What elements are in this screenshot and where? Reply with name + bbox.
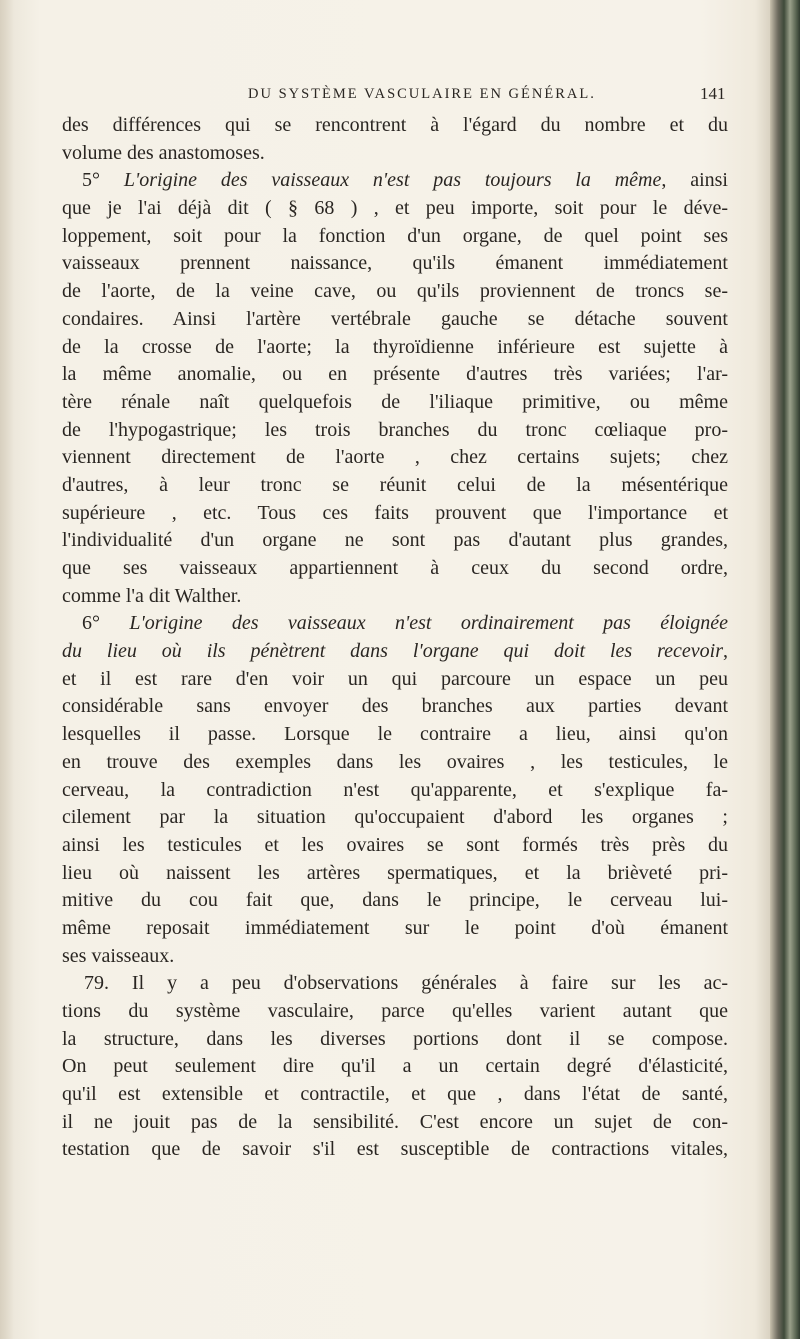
text-line: la même anomalie, ou en présente d'autres très variées; l'ar- [62, 363, 728, 386]
book-binding-edge [770, 0, 800, 1339]
text-line: considérable sans envoyer des branches aux parties devant [62, 695, 728, 718]
text-line: volume des anastomoses. [62, 141, 265, 164]
text-line: comme l'a dit Walther. [62, 584, 242, 607]
text-line [62, 610, 728, 638]
body-text [62, 112, 728, 1164]
section-number: 6° [82, 612, 130, 635]
text-line: lieu où naissent les artères spermatiques, et la brièveté pri- [62, 861, 728, 884]
section-number: 5° [82, 169, 124, 192]
text-line: loppement, soit pour la fonction d'un organe, de quel point ses [62, 224, 728, 247]
italic-heading: L'origine des vaisseaux n'est pas toujours la même [123, 169, 662, 192]
text-line: testation que de savoir s'il est susceptible de contractions vitales, [62, 1138, 728, 1161]
text-line: la structure, dans les diverses portions dont il se compose. [62, 1027, 728, 1050]
text-line: ainsi les testicules et les ovaires se sont formés très près du [62, 833, 728, 856]
text-line: condaires. Ainsi l'artère vertébrale gauche se détache souvent [62, 307, 728, 330]
text-line: même reposait immédiatement sur le point d'où émanent [62, 916, 728, 939]
text-line [62, 638, 728, 666]
text-line: que ses vaisseaux appartiennent à ceux du second ordre, [62, 557, 728, 579]
text-line: d'autres, à leur tronc se réunit celui de la mésentérique [62, 473, 728, 496]
running-head [0, 86, 740, 110]
text-line: ses vaisseaux. [62, 944, 175, 967]
text-line: tions du système vasculaire, parce qu'elles varient autant que [62, 1000, 728, 1022]
text-line: viennent directement de l'aorte , chez certains sujets; chez [62, 446, 728, 469]
text-line [62, 167, 728, 195]
running-title: DU SYSTÈME VASCULAIRE EN GÉNÉRAL. [248, 86, 596, 102]
text-line: cilement par la situation qu'occupaient d'abord les organes ; [62, 806, 728, 829]
text-line: On peut seulement dire qu'il a un certain degré d'élasticité, [62, 1055, 728, 1078]
text-line: que je l'ai déjà dit ( § 68 ) , et peu importe, soit pour le déve- [62, 197, 728, 220]
text-line: des différences qui se rencontrent à l'égard du nombre et du [62, 114, 728, 136]
text-line: de la crosse de l'aorte; la thyroïdienne inférieure est sujette à [62, 335, 728, 358]
text-line: l'individualité d'un organe ne sont pas d'autant plus grandes, [62, 529, 728, 552]
text-line: de l'hypogastrique; les trois branches du tronc cœliaque pro- [62, 418, 728, 441]
text-fragment: , [723, 640, 728, 663]
page-gutter-shadow [0, 0, 14, 1339]
italic-heading: L'origine des vaisseaux n'est ordinairement pas éloignée [129, 612, 729, 635]
text-line: de l'aorte, de la veine cave, ou qu'ils proviennent de troncs se- [62, 280, 728, 303]
text-line: cerveau, la contradiction n'est qu'apparente, et s'explique fa- [62, 778, 728, 801]
text-line: il ne jouit pas de la sensibilité. C'est encore un sujet de con- [62, 1110, 728, 1133]
page-number: 141 [700, 84, 726, 103]
text-line: et il est rare d'en voir un qui parcoure un espace un peu [62, 667, 728, 690]
text-fragment: , ainsi [661, 169, 728, 192]
text-line: supérieure , etc. Tous ces faits prouvent que l'importance et [62, 501, 728, 524]
text-line: lesquelles il passe. Lorsque le contraire a lieu, ainsi qu'on [62, 723, 728, 746]
text-line: qu'il est extensible et contractile, et que , dans l'état de santé, [62, 1083, 728, 1106]
text-line: tère rénale naît quelquefois de l'iliaque primitive, ou même [62, 390, 728, 413]
text-line: 79. Il y a peu d'observations générales à faire sur les ac- [84, 972, 728, 995]
italic-heading: du lieu où ils pénètrent dans l'organe qui doit les recevoir [62, 640, 723, 663]
text-line: mitive du cou fait que, dans le principe, le cerveau lui- [62, 889, 728, 912]
text-line: en trouve des exemples dans les ovaires , les testicules, le [62, 750, 728, 773]
text-line: vaisseaux prennent naissance, qu'ils émanent immédiatement [62, 252, 728, 275]
